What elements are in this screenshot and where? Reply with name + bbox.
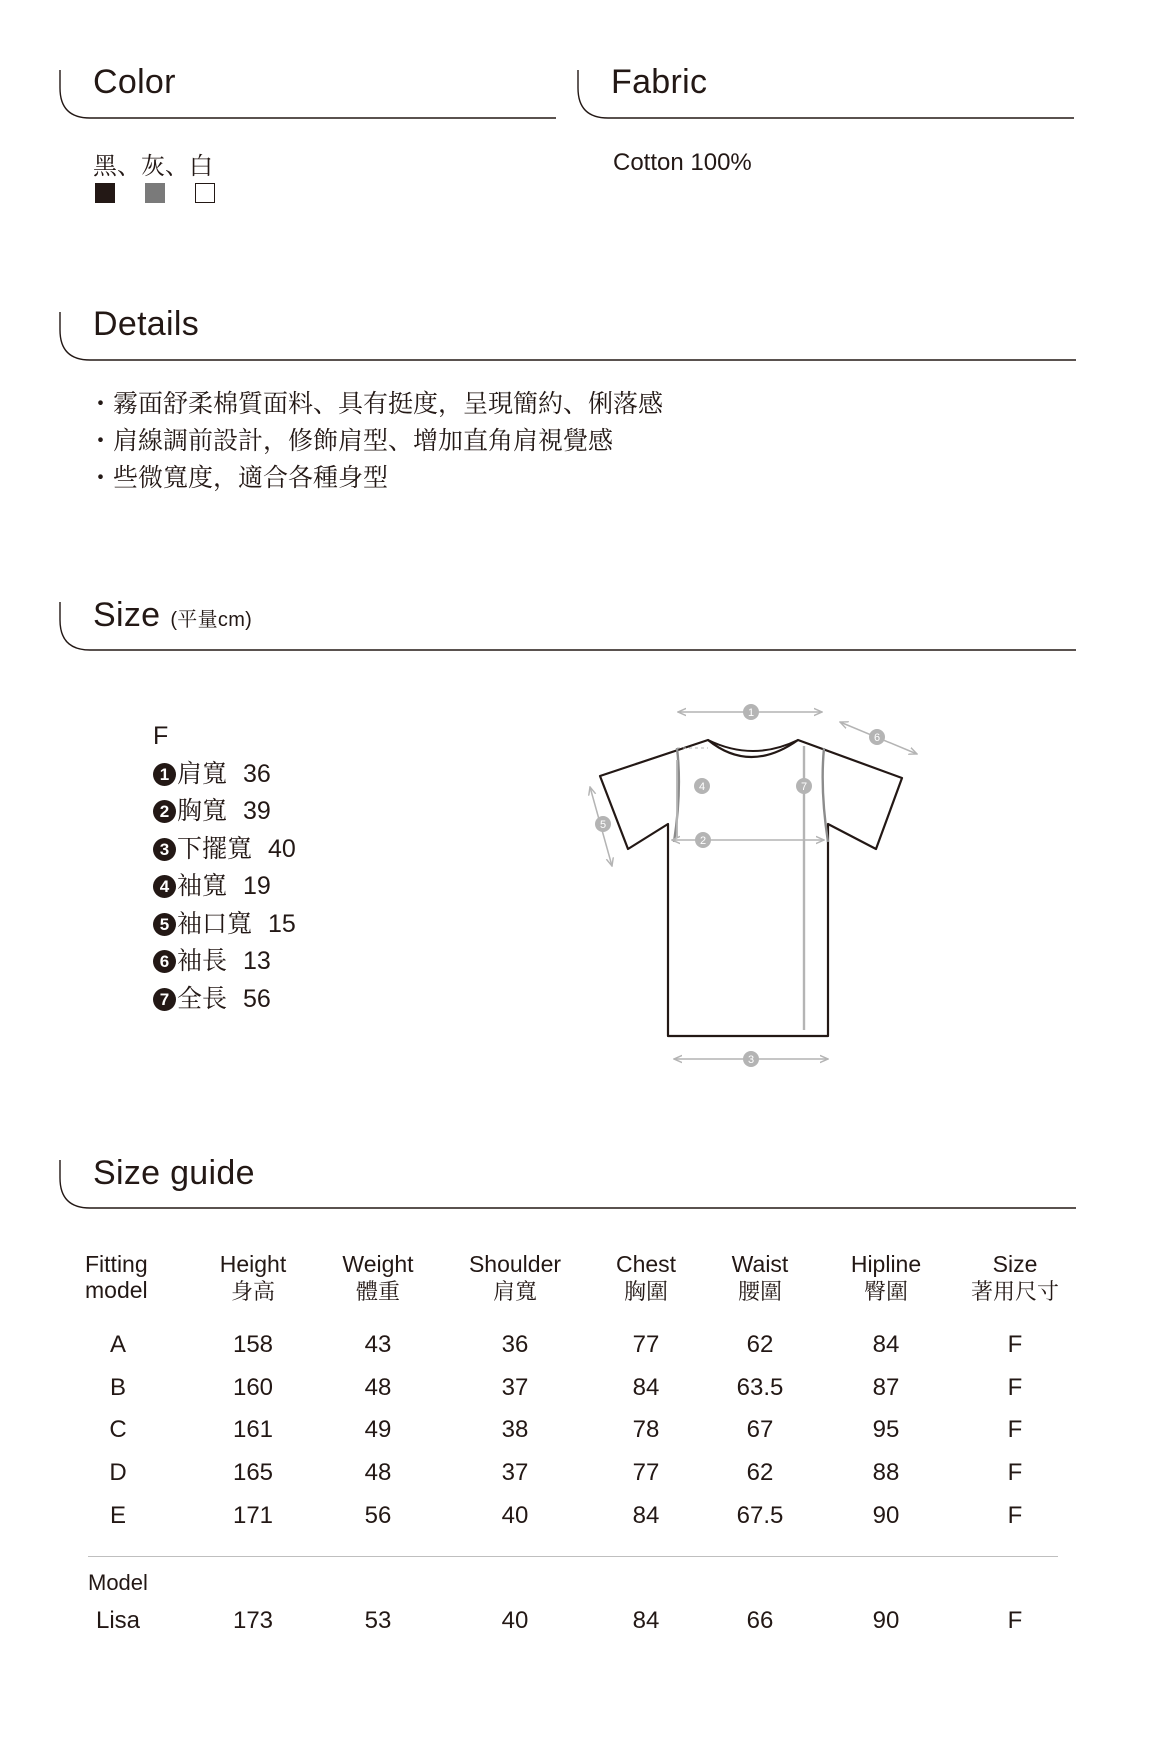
col-header-en: Hipline (850, 1251, 922, 1277)
col-header-zh: 臀圍 (863, 1279, 908, 1304)
table-cell: 84 (872, 1331, 900, 1358)
measurement-label: 全長 (177, 984, 228, 1013)
size-label: F (153, 722, 169, 750)
table-row-label: B (109, 1374, 126, 1401)
table-cell: F (1007, 1374, 1023, 1401)
measurement-row (153, 906, 296, 944)
col-header-zh: 腰圍 (737, 1279, 782, 1304)
table-cell: 77 (632, 1331, 660, 1358)
table-cell: 40 (501, 1502, 529, 1529)
tshirt-outline (600, 740, 902, 1036)
table-cell: 62 (746, 1331, 774, 1358)
details-bullet: ・些微寬度，適合各種身型 (88, 464, 389, 492)
table-row-label: A (109, 1331, 126, 1358)
model-cell: 66 (746, 1607, 774, 1634)
col-header-zh: 身高 (230, 1279, 275, 1304)
model-cell: 84 (632, 1607, 660, 1634)
table-cell: F (1007, 1502, 1023, 1529)
table-cell: 56 (364, 1502, 392, 1529)
details-header-line (58, 310, 1078, 364)
measurement-value: 39 (243, 797, 271, 825)
table-cell: 63.5 (736, 1374, 784, 1401)
table-cell: 48 (364, 1459, 392, 1486)
marker-2 (695, 832, 711, 848)
table-cell: 49 (364, 1416, 392, 1443)
swatch-gray (145, 183, 165, 203)
table-cell: 90 (872, 1502, 900, 1529)
table-row-label: E (109, 1502, 126, 1529)
col-header-waist (700, 1251, 820, 1307)
marker-6 (869, 729, 885, 745)
number-badge: 2 (153, 800, 176, 823)
measurement-list (153, 718, 296, 1018)
fabric-text: Cotton 100% (613, 149, 752, 176)
model-cell: 53 (364, 1607, 392, 1634)
marker-3-label: 3 (747, 1054, 755, 1066)
model-name: Lisa (95, 1607, 141, 1634)
size-guide-title: Size guide (93, 1154, 255, 1192)
measurement-row (153, 868, 296, 906)
col-header-height (193, 1251, 313, 1307)
table-cell: 37 (501, 1374, 529, 1401)
details-bullet: ・霧面舒柔棉質面料、具有挺度，呈現簡約、俐落感 (88, 390, 664, 418)
table-cell: 77 (632, 1459, 660, 1486)
table-cell: 36 (501, 1331, 529, 1358)
swatch-white (195, 183, 215, 203)
col-header-en: Chest (615, 1251, 677, 1277)
details-list (88, 386, 663, 497)
table-cell: 84 (632, 1374, 660, 1401)
color-names: 黑、灰、白 (93, 153, 213, 180)
measurement-label: 肩寬 (177, 759, 228, 788)
measurement-row (153, 943, 296, 981)
marker-6-label: 6 (873, 732, 881, 744)
marker-4-label: 4 (698, 781, 706, 793)
marker-7-label: 7 (800, 781, 808, 793)
col-header-size (955, 1251, 1075, 1307)
marker-2-label: 2 (699, 835, 707, 847)
table-cell: 160 (232, 1374, 274, 1401)
col-header-en: Fitting (85, 1251, 148, 1277)
table-cell: 37 (501, 1459, 529, 1486)
measurement-value: 15 (268, 909, 296, 938)
table-cell: 161 (232, 1416, 274, 1443)
model-cell: F (1007, 1607, 1023, 1634)
measurement-value: 36 (243, 759, 271, 788)
measurement-row (153, 756, 296, 794)
col-header-hipline (826, 1251, 946, 1307)
table-cell: 84 (632, 1502, 660, 1529)
details-title: Details (93, 305, 200, 343)
col-header-weight (318, 1251, 438, 1307)
measurement-row (153, 981, 296, 1019)
table-cell: 78 (632, 1416, 660, 1443)
col-header-fitting-model (62, 1251, 176, 1303)
details-bullet: ・肩線調前設計，修飾肩型、增加直角肩視覺感 (88, 427, 614, 455)
table-cell: 67.5 (736, 1502, 784, 1529)
table-cell: F (1007, 1331, 1023, 1358)
marker-1-label: 1 (747, 707, 755, 719)
measurement-row (153, 831, 296, 869)
table-cell: 95 (872, 1416, 900, 1443)
measurement-row (153, 793, 296, 831)
table-cell: 38 (501, 1416, 529, 1443)
col-header-en: Height (219, 1251, 287, 1277)
measurement-label: 袖長 (177, 947, 228, 975)
measurement-value: 56 (243, 984, 271, 1013)
measurement-value: 19 (243, 872, 271, 900)
table-row-label: D (109, 1459, 127, 1486)
table-cell: 43 (364, 1331, 392, 1358)
col-header-en: Size (992, 1251, 1038, 1277)
table-cell: 165 (232, 1459, 274, 1486)
marker-4 (694, 778, 710, 794)
number-badge: 7 (153, 988, 176, 1011)
number-badge: 3 (153, 838, 176, 861)
fabric-title: Fabric (611, 63, 708, 101)
col-header-en: model (85, 1277, 148, 1303)
number-badge: 6 (153, 950, 176, 973)
table-cell: 87 (872, 1374, 900, 1401)
color-title: Color (93, 63, 176, 101)
marker-5 (595, 816, 611, 832)
col-header-zh: 肩寬 (492, 1279, 537, 1304)
size-title (93, 596, 252, 635)
measurement-label: 袖寬 (177, 872, 228, 900)
col-header-en: Weight (342, 1251, 414, 1277)
tshirt-diagram (570, 690, 930, 1080)
col-header-zh: 著用尺寸 (970, 1279, 1059, 1304)
measurement-label: 胸寬 (177, 797, 228, 825)
marker-3 (743, 1051, 759, 1067)
swatch-black (95, 183, 115, 203)
table-cell: 67 (746, 1416, 774, 1443)
table-cell: 62 (746, 1459, 774, 1486)
number-badge: 5 (153, 913, 176, 936)
col-header-en: Shoulder (468, 1251, 562, 1277)
size-unit: (平量cm) (170, 609, 253, 631)
col-header-chest (586, 1251, 706, 1307)
table-cell: 171 (232, 1502, 274, 1529)
size-title-text: Size (93, 596, 161, 634)
measurement-value: 13 (243, 947, 271, 975)
measurement-label: 袖口寬 (177, 909, 253, 938)
table-divider (88, 1556, 1058, 1557)
model-cell: 173 (232, 1607, 274, 1634)
marker-7 (796, 778, 812, 794)
measurement-label: 下擺寬 (177, 834, 253, 863)
model-label: Model (88, 1570, 148, 1595)
number-badge: 1 (153, 763, 176, 786)
number-badge: 4 (153, 875, 176, 898)
table-cell: 48 (364, 1374, 392, 1401)
col-header-shoulder (455, 1251, 575, 1307)
table-cell: F (1007, 1459, 1023, 1486)
col-header-en: Waist (731, 1251, 789, 1277)
table-cell: 158 (232, 1331, 274, 1358)
table-cell: F (1007, 1416, 1023, 1443)
col-header-zh: 胸圍 (623, 1279, 668, 1304)
marker-1 (743, 704, 759, 720)
model-cell: 40 (501, 1607, 529, 1634)
table-row-label: C (109, 1416, 127, 1443)
col-header-zh: 體重 (355, 1279, 400, 1304)
measurement-value: 40 (268, 834, 296, 863)
marker-5-label: 5 (599, 819, 607, 831)
model-cell: 90 (872, 1607, 900, 1634)
table-cell: 88 (872, 1459, 900, 1486)
